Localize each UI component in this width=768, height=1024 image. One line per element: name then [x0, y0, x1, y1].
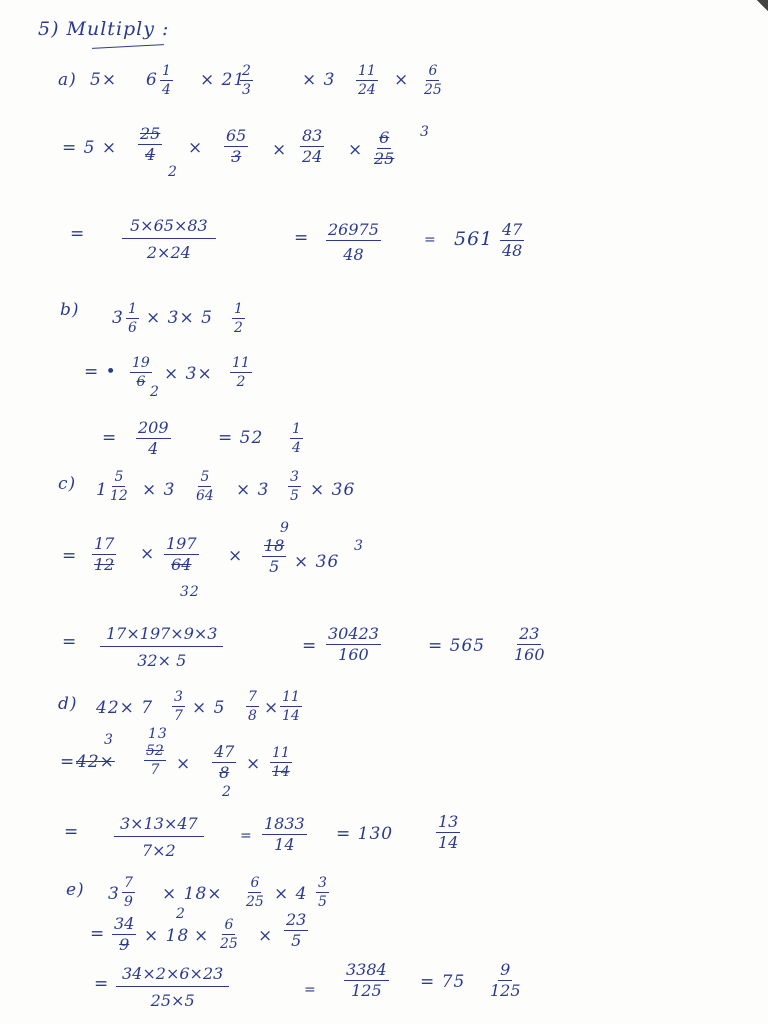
numerator: 83 — [302, 126, 323, 145]
d-cancel-note: 13 — [148, 726, 168, 742]
numerator: 1833 — [264, 814, 305, 833]
denominator: 9 — [119, 935, 130, 954]
denominator: 160 — [338, 645, 369, 664]
a-q-term: 6 — [146, 70, 158, 90]
a-mixed-whole: 561 — [454, 228, 494, 250]
denominator: 25 — [374, 149, 395, 168]
e-equals: = — [304, 982, 317, 998]
denominator: 24 — [358, 82, 376, 98]
a-step-fraction — [224, 128, 248, 165]
e-step-term: × — [194, 926, 210, 946]
denominator: 12 — [94, 555, 115, 574]
denominator: 24 — [302, 147, 323, 166]
a-step-fraction — [138, 126, 162, 163]
denominator: 125 — [351, 981, 382, 1000]
numerator: 9 — [500, 960, 511, 979]
numerator: 18 — [264, 536, 285, 555]
d-cancel-note: 2 — [222, 784, 232, 800]
c-q-term: × 36 — [310, 480, 356, 500]
d-step-fraction — [144, 744, 166, 777]
numerator: 3 — [318, 875, 327, 891]
a-q-fraction — [356, 64, 378, 97]
a-equals: = — [294, 228, 310, 248]
denominator: 25 — [424, 82, 442, 98]
denominator: 125 — [490, 981, 521, 1000]
d-equals: = — [64, 822, 80, 842]
c-step-term: = — [62, 546, 78, 566]
e-result-fraction — [344, 962, 389, 999]
e-q-fraction — [246, 876, 264, 909]
d-q-fraction — [246, 690, 259, 723]
d-step-term: 42× — [76, 752, 115, 772]
numerator: 6 — [250, 875, 260, 891]
a-q-term: × — [394, 70, 410, 90]
numerator: 17×197×9×3 — [100, 626, 223, 647]
e-q-term: 3 — [108, 884, 120, 904]
numerator: 1 — [234, 301, 243, 317]
denominator: 14 — [272, 764, 290, 780]
numerator: 65 — [226, 126, 247, 145]
a-q-fraction — [240, 64, 253, 97]
denominator: 2 — [236, 374, 246, 390]
a-cancel-note: 3 — [420, 124, 430, 140]
numerator: 26975 — [328, 220, 379, 239]
e-step-fraction — [220, 918, 238, 951]
denominator: 9 — [124, 894, 133, 910]
a-step-term: × — [188, 138, 204, 158]
e-q-fraction — [316, 876, 329, 909]
exercise-title: 5) Multiply : — [38, 18, 170, 40]
denominator: 7 — [174, 708, 183, 724]
c-equals: = — [302, 636, 318, 656]
d-step-term: = — [60, 752, 76, 772]
denominator: 4 — [292, 440, 301, 456]
c-result-fraction — [100, 626, 223, 669]
denominator: 64 — [171, 555, 192, 574]
d-step-fraction — [212, 744, 236, 781]
e-cancel-note: 2 — [176, 906, 186, 922]
numerator: 3×13×47 — [114, 816, 204, 837]
denominator: 2×24 — [146, 243, 191, 262]
numerator: 1 — [128, 301, 137, 317]
page-corner — [754, 0, 768, 14]
e-mixed-whole: = 75 — [420, 972, 466, 992]
numerator: 209 — [138, 418, 169, 437]
denominator: 5 — [291, 931, 302, 950]
c-step-term: × — [140, 544, 156, 564]
c-q-term: × 3 — [142, 480, 176, 500]
d-q-term: × — [264, 698, 280, 718]
denominator: 64 — [196, 488, 214, 504]
a-q-term: × 21 — [200, 70, 246, 90]
denominator: 7 — [150, 762, 160, 778]
numerator: 3384 — [346, 960, 387, 979]
numerator: 19 — [132, 355, 150, 371]
c-result-fraction — [326, 626, 381, 663]
b-q-fraction — [232, 302, 245, 335]
denominator: 3 — [242, 82, 251, 98]
a-cancel-note: 2 — [168, 164, 178, 180]
c-q-term: 1 — [96, 480, 108, 500]
denominator: 4 — [148, 439, 159, 458]
numerator: 11 — [282, 689, 300, 705]
denominator: 2 — [234, 320, 243, 336]
numerator: 13 — [438, 812, 459, 831]
numerator: 11 — [272, 745, 290, 761]
c-cancel-note: 9 — [280, 520, 290, 536]
d-mixed-whole: = 130 — [336, 824, 394, 844]
a-q-fraction — [424, 64, 442, 97]
title-underline — [92, 44, 164, 49]
numerator: 7 — [124, 875, 133, 891]
c-mixed-whole: = 565 — [428, 636, 486, 656]
a-equals: = — [70, 224, 86, 244]
numerator: 34 — [114, 914, 135, 933]
numerator: 7 — [248, 689, 257, 705]
denominator: 3 — [231, 147, 242, 166]
denominator: 25 — [246, 894, 264, 910]
numerator: 1 — [162, 63, 171, 79]
a-q-term: 5× — [90, 70, 118, 90]
e-q-fraction — [122, 876, 135, 909]
d-cancel-note: 3 — [104, 732, 114, 748]
e-mixed-fraction — [490, 962, 521, 999]
c-step-term: × — [228, 546, 244, 566]
d-result-fraction — [262, 816, 307, 853]
b-result-fraction — [136, 420, 171, 457]
c-q-term: × 3 — [236, 480, 270, 500]
a-step-fraction — [300, 128, 324, 165]
part-c-label: c) — [58, 474, 77, 494]
denominator: 8 — [219, 763, 230, 782]
b-step-fraction — [230, 356, 252, 389]
c-step-fraction — [262, 538, 286, 575]
c-cancel-note: 32 — [180, 584, 200, 600]
numerator: 6 — [224, 917, 234, 933]
a-step-term: × — [348, 140, 364, 160]
part-a-label: a) — [58, 70, 77, 90]
numerator: 6 — [428, 63, 438, 79]
denominator: 6 — [128, 320, 137, 336]
b-q-term: 3 — [112, 308, 124, 328]
c-step-fraction — [164, 536, 199, 573]
e-result-fraction — [116, 966, 229, 1009]
b-step-term: = • — [84, 362, 117, 382]
d-step-term: × — [176, 754, 192, 774]
d-q-fraction — [280, 690, 302, 723]
d-result-fraction — [114, 816, 204, 859]
d-step-fraction — [270, 746, 292, 779]
numerator: 1 — [292, 421, 301, 437]
numerator: 11 — [358, 63, 376, 79]
d-q-term: × 5 — [192, 698, 226, 718]
numerator: 17 — [94, 534, 115, 553]
numerator: 3 — [290, 469, 299, 485]
denominator: 48 — [502, 241, 523, 260]
a-mixed-fraction — [500, 222, 524, 259]
numerator: 23 — [286, 910, 307, 929]
numerator: 3 — [174, 689, 183, 705]
e-q-term: × 4 — [274, 884, 308, 904]
a-q-term: × 3 — [302, 70, 336, 90]
denominator: 25×5 — [150, 991, 195, 1010]
denominator: 4 — [162, 82, 171, 98]
part-b-label: b) — [60, 300, 80, 320]
d-step-term: × — [246, 754, 262, 774]
denominator: 5 — [290, 488, 299, 504]
b-mixed-fraction — [290, 422, 303, 455]
c-q-fraction — [196, 470, 214, 503]
denominator: 7×2 — [141, 841, 176, 860]
e-equals: = — [94, 974, 110, 994]
e-q-term: × 18× — [162, 884, 223, 904]
c-step-fraction — [92, 536, 116, 573]
a-equals: = — [424, 232, 437, 248]
denominator: 48 — [343, 245, 364, 264]
numerator: 34×2×6×23 — [116, 966, 229, 987]
denominator: 160 — [514, 645, 545, 664]
c-mixed-fraction — [514, 626, 545, 663]
e-step-fraction — [284, 912, 308, 949]
e-step-term: × 18 — [144, 926, 190, 946]
e-step-fraction — [112, 916, 136, 953]
numerator: 5 — [114, 469, 124, 485]
c-q-fraction — [288, 470, 301, 503]
d-equals: = — [240, 828, 253, 844]
part-d-label: d) — [58, 694, 78, 714]
numerator: 6 — [379, 128, 390, 147]
c-step-term: × 36 — [294, 552, 340, 572]
b-cancel-note: 2 — [150, 384, 160, 400]
d-q-term: 42× 7 — [96, 698, 154, 718]
denominator: 8 — [248, 708, 257, 724]
e-step-term: × — [258, 926, 274, 946]
numerator: 47 — [502, 220, 523, 239]
denominator: 12 — [110, 488, 128, 504]
numerator: 5×65×83 — [122, 218, 216, 239]
b-step-term: × 3× — [164, 364, 213, 384]
numerator: 52 — [146, 743, 164, 759]
a-step-term: = 5 × — [62, 138, 118, 158]
b-q-fraction — [126, 302, 139, 335]
numerator: 30423 — [328, 624, 379, 643]
denominator: 14 — [274, 835, 295, 854]
c-equals: = — [62, 632, 78, 652]
part-e-label: e) — [66, 880, 85, 900]
denominator: 4 — [145, 145, 156, 164]
a-step-fraction — [374, 130, 394, 167]
numerator: 25 — [140, 124, 161, 143]
numerator: 197 — [166, 534, 197, 553]
numerator: 5 — [200, 469, 210, 485]
denominator: 5 — [269, 557, 280, 576]
numerator: 11 — [232, 355, 250, 371]
b-q-term: × 3× 5 — [146, 308, 213, 328]
b-mixed-whole: = 52 — [218, 428, 264, 448]
b-step-fraction — [130, 356, 152, 389]
denominator: 14 — [438, 833, 459, 852]
denominator: 14 — [282, 708, 300, 724]
numerator: 2 — [242, 63, 251, 79]
a-step-term: × — [272, 140, 288, 160]
a-q-fraction — [160, 64, 173, 97]
denominator: 25 — [220, 936, 238, 952]
b-equals: = — [102, 428, 118, 448]
c-cancel-note: 3 — [354, 538, 364, 554]
d-mixed-fraction — [436, 814, 460, 851]
numerator: 47 — [214, 742, 235, 761]
d-q-fraction — [172, 690, 185, 723]
a-result-fraction — [122, 218, 216, 261]
denominator: 32× 5 — [137, 651, 187, 670]
numerator: 23 — [519, 624, 540, 643]
a-result-fraction — [326, 222, 381, 263]
denominator: 5 — [318, 894, 327, 910]
c-q-fraction — [110, 470, 128, 503]
e-step-term: = — [90, 924, 106, 944]
denominator: 6 — [136, 374, 146, 390]
